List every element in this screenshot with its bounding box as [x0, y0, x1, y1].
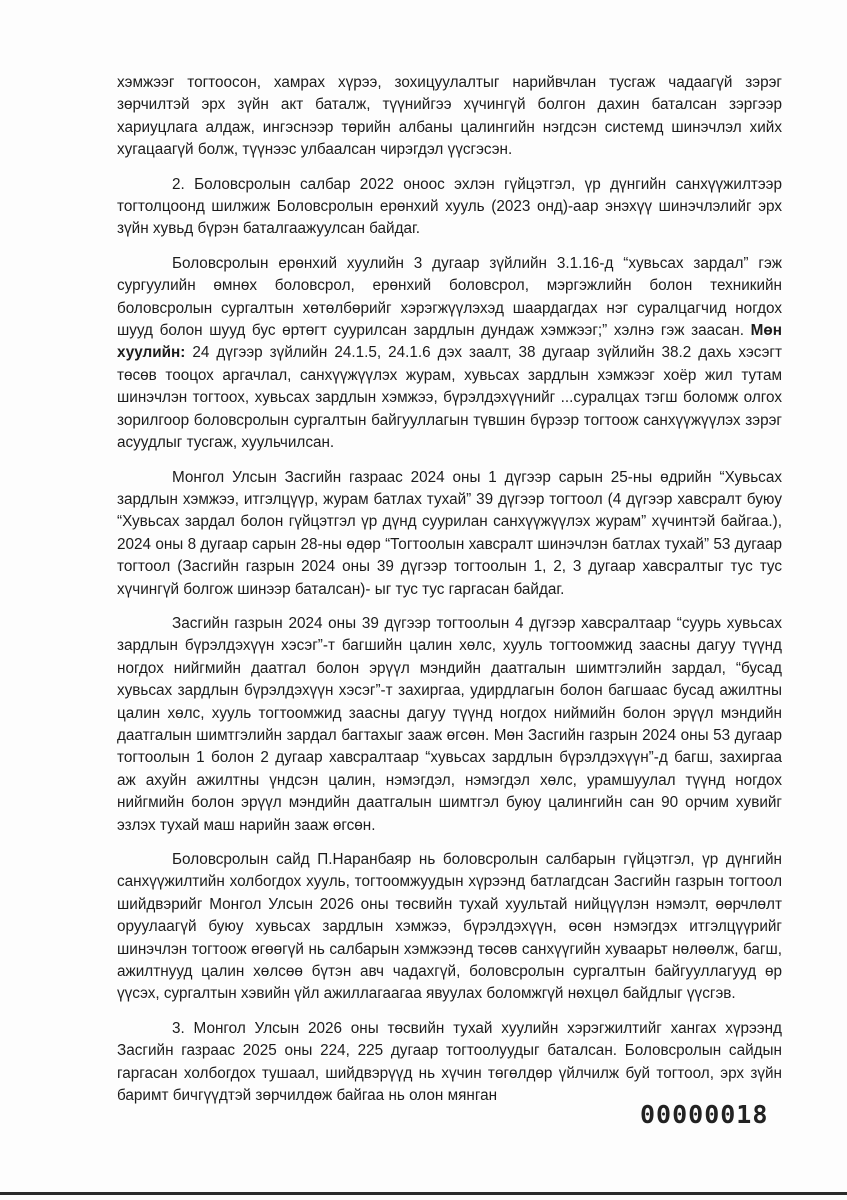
- paragraph-2-rest: 24 дүгээр зүйлийн 24.1.5, 24.1.6 дэх заалт, 38 дугаар зүйлийн 38.2 дахь хэсэгт төсөв тооцох аргачлал, санхүүжүүлэх журам, хувьсах зардлын хэмжээг хоёр жил тутам шинэчлэн тогтоох, хувьсах зардлын хэмжээ, бүрэлдэхүүнийг ...суралцах тэгш боломж олгох зорилгоор боловсролын сургалтын байгууллагын түвшин бүрээр тогтоож санхүүжүүлэх зэрэг асуудлыг тусгаж, хуульчилсан.: [117, 344, 783, 452]
- paragraph-5: Боловсролын сайд П.Наранбаяр нь боловсролын салбарын гүйцэтгэл, үр дүнгийн санхүүжилтийн холбогдох хууль, тогтоомжуудын хүрээнд батлагдсан Засгийн газрын тогтоол шийдвэрийг Монгол Улсын 2026 оны төсвийн тухай хуультай нийцүүлэн нэмэлт, өөрчлөлт оруулаагүй буюу хувьсах зардлын хэмжээ, бүрэлдэхүүн, өсөн нэмэгдэх итгэлцүүрийг шинэчлэн тогтоож өгөөгүй нь салбарын хэмжээнд төсөв санхүүгийн хуваарьт нөлөөлж, багш, ажилтнууд цалин хөлсөө бүтэн авч чадахгүй, боловсролын сургалтын байгууллагууд өр үүсэх, сургалтын хэвийн үйл ажиллагаагаа явуулах боломжгүй нөхцөл байдлыг үүсгэв.: [117, 851, 782, 1003]
- paragraph-4: Засгийн газрын 2024 оны 39 дүгээр тогтоолын 4 дүгээр хавсралтаар “суурь хувьсах зардлын бүрэлдэхүүн хэсэг”-т багшийн цалин хөлс, хууль тогтоомжид заасны дагуу түүнд ногдох нийгмийн даатгал болон эрүүл мэндийн даатгалын шимтгэлийн зардал, “бусад хувьсах зардлын бүрэлдэхүүн хэсэг”-т захиргаа, удирдлагын болон багшаас бусад ажилтны цалин хөлс, хууль тогтоомжид заасны дагуу түүнд ногдох ниймийн болон эрүүл мэндийн даатгалын шимтгэлийн зардал багтахыг зааж өгсөн. Мөн Засгийн газрын 2024 оны 53 дугаар тогтоолын 1 болон 2 дугаар хавсралтаар “хувьсах зардлын бүрэлдэхүүн”-д багш, захиргаа аж ахуйн ажилтны үндсэн цалин, нэмэгдэл, нэмэгдэл хөлс, урамшуулал түүнд ногдох нийгмийн болон эрүүл мэндийн даатгалын шимтгэл буюу цалингийн сан 90 орчим хувийг эзлэх тухай маш нарийн зааж өгсөн.: [117, 614, 782, 834]
- paragraph-6: 3. Монгол Улсын 2026 оны төсвийн тухай хуулийн хэрэгжилтийг хангах хүрээнд Засгийн газраас 2025 оны 224, 225 дугаар тогтоолуудыг баталсан. Боловсролын сайдын гаргасан холбогдох тушаал, шийдвэрүүд нь хүчин төгөлдөр үйлчилж буй тогтоол, эрх зүйн баримт бичгүүдтэй зөрчилдөж байгаа нь олон мянган: [117, 1019, 782, 1105]
- paragraph-2-bold: Мөн хуулийн:: [117, 322, 782, 362]
- paragraph-1: 2. Боловсролын салбар 2022 оноос эхлэн гүйцэтгэл, үр дүнгийн санхүүжилтээр тогтолцоонд шилжиж Боловсролын ерөнхий хууль (2023 онд)-аар энэхүү шинэчлэлийг эрх зүйн хувьд бүрэн баталгаажуулсан байдаг.: [117, 175, 782, 238]
- paragraph-2-text: Боловсролын ерөнхий хуулийн 3 дугаар зүйлийн 3.1.16-д “хувьсах зардал” гэж сургуулийн өмнөх боловсрол, ерөнхий боловсрол, мэргэжлийн болон техникийн боловсролын сургалтын хөтөлбөрийг хэрэгжүүлэхэд шаардагдах нэг суралцагчид ногдох шууд болон шууд бус өртөгт суурилсан зардлын дундаж хэмжээг;” хэлнэ гэж заасан.: [117, 254, 782, 340]
- paragraph-3: Монгол Улсын Засгийн газраас 2024 оны 1 дүгээр сарын 25-ны өдрийн “Хувьсах зардлын хэмжээ, итгэлцүүр, журам батлах тухай” 39 дүгээр тогтоол (4 дүгээр хавсралт буюу “Хувьсах зардал болон гүйцэтгэл үр дүнд суурилан санхүүжүүлэх журам” хүчинтэй байгаа.), 2024 оны 8 дугаар сарын 28-ны өдөр “Тогтоолын хавсралт шинэчлэн батлах тухай” 53 дугаар тогтоол (Засгийн газрын 2024 оны 39 дүгээр тогтоолын 1, 2, 3 дугаар хавсралтыг тус тус хүчингүй болгож шинээр баталсан)- ыг тус тус гаргасан байдаг.: [117, 468, 782, 598]
- document-body: [117, 72, 782, 1119]
- paragraph-0: хэмжээг тогтоосон, хамрах хүрээ, зохицуулалтыг нарийвчлан тусгаж чадаагүй зэрэг зөрчилтэй эрх зүйн акт баталж, түүнийгээ хүчингүй болгон дахин баталсан зэргээр хариуцлага алдаж, ингэснээр төрийн албаны цалингийн нэгдсэн системд шинэчлэл хийх хугацаагүй болж, түүнээс улбаалсан чирэгдэл үүсгэсэн.: [117, 74, 782, 159]
- page-number-stamp: 00000018: [640, 1100, 769, 1129]
- paragraph-2: [117, 253, 782, 455]
- scan-edge-line: [0, 1192, 847, 1195]
